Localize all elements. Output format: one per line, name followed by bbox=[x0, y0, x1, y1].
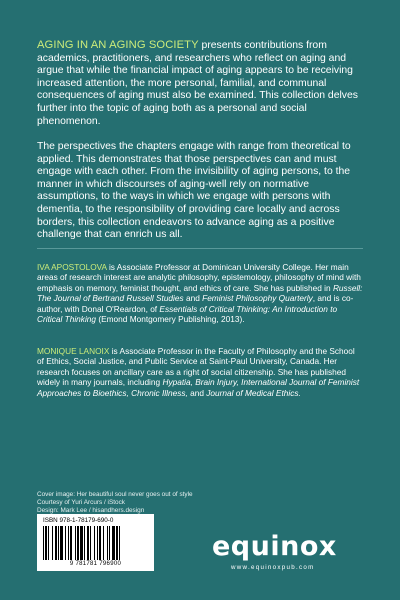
bio-text: (Emond Montgomery Publishing, 2013). bbox=[96, 314, 245, 325]
barcode-digits: 9 781781 796900 bbox=[69, 561, 122, 567]
journal-title: Russell: The Journal of Bertrand Russell Studies bbox=[37, 282, 363, 304]
book-title: AGING IN AN AGING SOCIETY bbox=[37, 39, 199, 51]
journal-title: Feminist Philosophy Quarterly bbox=[202, 293, 313, 304]
intro-text: presents contributions from academics, practitioners, and researchers who reflect on aging and argue that while the financial impact of aging appears to be receiving increased attention, the more personal, familial, and communal consequences of aging must also be examined. This collection delves further into the topic of aging both as a personal and social phenomenon. bbox=[37, 40, 358, 127]
bio-text: , and is co-author, with Donal O'Reardon, of bbox=[37, 293, 354, 314]
bio-text: is Associate Professor at Dominican University College. Her main areas of research interest are analytic philosophy, epistemology, philosophy of mind with emphasis on memory, feminist thought, and ethics of care. She has published in bbox=[37, 262, 361, 293]
bio-text: and bbox=[183, 293, 203, 304]
author-name: MONIQUE LANOIX bbox=[37, 346, 110, 356]
section-divider bbox=[37, 248, 363, 249]
isbn-label: ISBN 978-1-78179-690-0 bbox=[43, 517, 114, 524]
author-name: IVA APOSTOLOVA bbox=[37, 262, 107, 272]
perspectives-paragraph bbox=[37, 141, 363, 242]
journal-list: Hypatia, Brain Injury, International Journal of Feminist Approaches to Bioethics, Chronic Illness, bbox=[37, 377, 360, 398]
cover-image-credit: Cover image: Her beautiful soul never goes out of style bbox=[37, 491, 193, 498]
author-bio-apostolova bbox=[37, 262, 363, 324]
author-bio-lanoix bbox=[37, 346, 363, 398]
barcode-panel bbox=[37, 514, 154, 571]
journal-title: Journal of Medical Ethics. bbox=[206, 387, 301, 398]
perspectives-text: The perspectives the chapters engage with range from theoretical to applied. This demonstrates that those perspectives can and must engage with each other. From the invisibility of aging persons, to the manner in which discourses of aging-well rely on normative assumptions, to the ways in which we engage with persons with dementia, to the responsibility of providing care locally and across borders, this collection endeavors to advance aging as a positive challenge that can enrich us all. bbox=[37, 141, 351, 241]
publisher-name: equinox bbox=[212, 531, 337, 562]
publisher-logo bbox=[212, 531, 372, 571]
publisher-url: www.equinoxpub.com bbox=[231, 564, 315, 571]
image-courtesy-credit: Courtesy of Yuri Arcurs / iStock bbox=[37, 499, 125, 507]
barcode-image bbox=[41, 526, 150, 560]
bio-text: is Associate Professor in the Faculty of Philosophy and the School of Ethics, Social Justice, and Public Service at Saint-Paul University, Canada. Her research focuses on ancillary care as a right of social citizenship. She has published widely in many journals, including bbox=[37, 346, 355, 388]
design-credit: Design: Mark Lee / hisandhers.design bbox=[37, 507, 145, 515]
cover-credits bbox=[37, 491, 363, 516]
bio-text: and bbox=[187, 387, 207, 398]
book-title-ref: Essentials of Critical Thinking: An Introduction to Critical Thinking bbox=[37, 303, 338, 325]
intro-paragraph bbox=[37, 39, 363, 128]
